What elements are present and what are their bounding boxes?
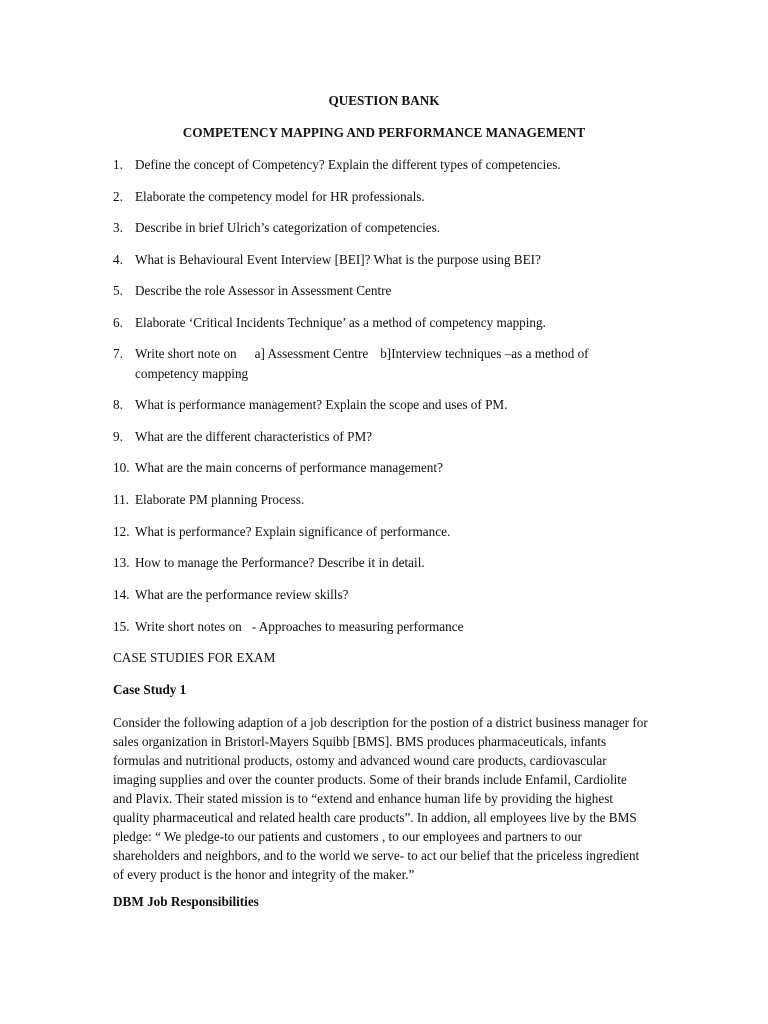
question-item	[113, 218, 673, 238]
question-number: 2.	[113, 189, 123, 204]
question-item	[113, 427, 673, 447]
question-number: 12.	[113, 524, 130, 539]
question-number: 7.	[113, 346, 123, 361]
question-number: 8.	[113, 397, 123, 412]
case-study-paragraph	[113, 713, 673, 884]
question-number: 6.	[113, 315, 123, 330]
paragraph-line: pledge: “ We pledge-to our patients and customers , to our employees and partners to our	[113, 829, 582, 844]
question-number: 11.	[113, 492, 129, 507]
paragraph-line: imaging supplies and over the counter products. Some of their brands include Enfamil, Cardiolite	[113, 772, 627, 787]
question-number: 14.	[113, 587, 130, 602]
paragraph-line: and Plavix. Their stated mission is to “extend and enhance human life by providing the highest	[113, 791, 614, 806]
page-title: QUESTION BANK	[328, 93, 440, 108]
question-text: Elaborate ‘Critical Incidents Technique’ as a method of competency mapping.	[135, 315, 546, 330]
paragraph-line: Consider the following adaption of a job description for the postion of a district business manager for	[113, 715, 648, 730]
question-text: Write short note on	[135, 346, 237, 361]
question-text: Describe the role Assessor in Assessment Centre	[135, 283, 392, 298]
question-number: 3.	[113, 220, 123, 235]
question-item	[113, 281, 673, 301]
question-number: 13.	[113, 555, 130, 570]
question-number: 5.	[113, 283, 123, 298]
question-item	[113, 585, 673, 605]
paragraph-line: of every product is the honor and integrity of the maker.”	[113, 867, 415, 882]
question-item	[113, 155, 673, 175]
paragraph-line: shareholders and neighbors, and to the world we serve- to act our belief that the priceless ingredient	[113, 848, 640, 863]
question-item	[113, 187, 673, 207]
case-study-heading: Case Study 1	[113, 682, 187, 697]
paragraph-line: sales organization in Bristorl-Mayers Squibb [BMS]. BMS produces pharmaceuticals, infants	[113, 734, 607, 749]
question-text: What are the different characteristics of PM?	[135, 429, 373, 444]
question-item	[113, 250, 673, 270]
question-text: What is Behavioural Event Interview [BEI]? What is the purpose using BEI?	[135, 252, 541, 267]
question-part-a: - Approaches to measuring performance	[251, 619, 464, 634]
question-item	[113, 344, 673, 384]
case-studies-heading: CASE STUDIES FOR EXAM	[113, 650, 276, 665]
question-text: Elaborate PM planning Process.	[135, 492, 305, 507]
question-continuation: competency mapping	[135, 366, 249, 381]
paragraph-line: quality pharmaceutical and related health care products”. In addion, all employees live by the BMS	[113, 810, 637, 825]
question-number: 9.	[113, 429, 123, 444]
question-text: How to manage the Performance? Describe it in detail.	[135, 555, 425, 570]
question-part-b: b]Interview techniques –as a method of	[380, 346, 589, 361]
question-text: Write short notes on	[135, 619, 242, 634]
question-item	[113, 313, 673, 333]
question-text: What are the main concerns of performance management?	[135, 460, 443, 475]
question-text: Elaborate the competency model for HR professionals.	[135, 189, 425, 204]
question-item	[113, 522, 673, 542]
question-number: 4.	[113, 252, 123, 267]
question-number: 10.	[113, 460, 130, 475]
question-item	[113, 395, 673, 415]
question-item	[113, 490, 673, 510]
question-item	[113, 617, 673, 637]
page-subtitle: COMPETENCY MAPPING AND PERFORMANCE MANAGEMENT	[182, 125, 586, 140]
question-item	[113, 553, 673, 573]
question-part-a: a] Assessment Centre	[254, 346, 369, 361]
question-text: What are the performance review skills?	[135, 587, 349, 602]
dbm-heading: DBM Job Responsibilities	[113, 894, 259, 909]
question-text: Define the concept of Competency? Explain the different types of competencies.	[135, 157, 561, 172]
question-item	[113, 458, 673, 478]
question-number: 1.	[113, 157, 123, 172]
paragraph-line: formulas and nutritional products, ostomy and advanced wound care products, cardiovascular	[113, 753, 607, 768]
question-text: What is performance? Explain significance of performance.	[135, 524, 451, 539]
question-text: Describe in brief Ulrich’s categorization of competencies.	[135, 220, 441, 235]
question-text: What is performance management? Explain the scope and uses of PM.	[135, 397, 508, 412]
question-number: 15.	[113, 619, 130, 634]
